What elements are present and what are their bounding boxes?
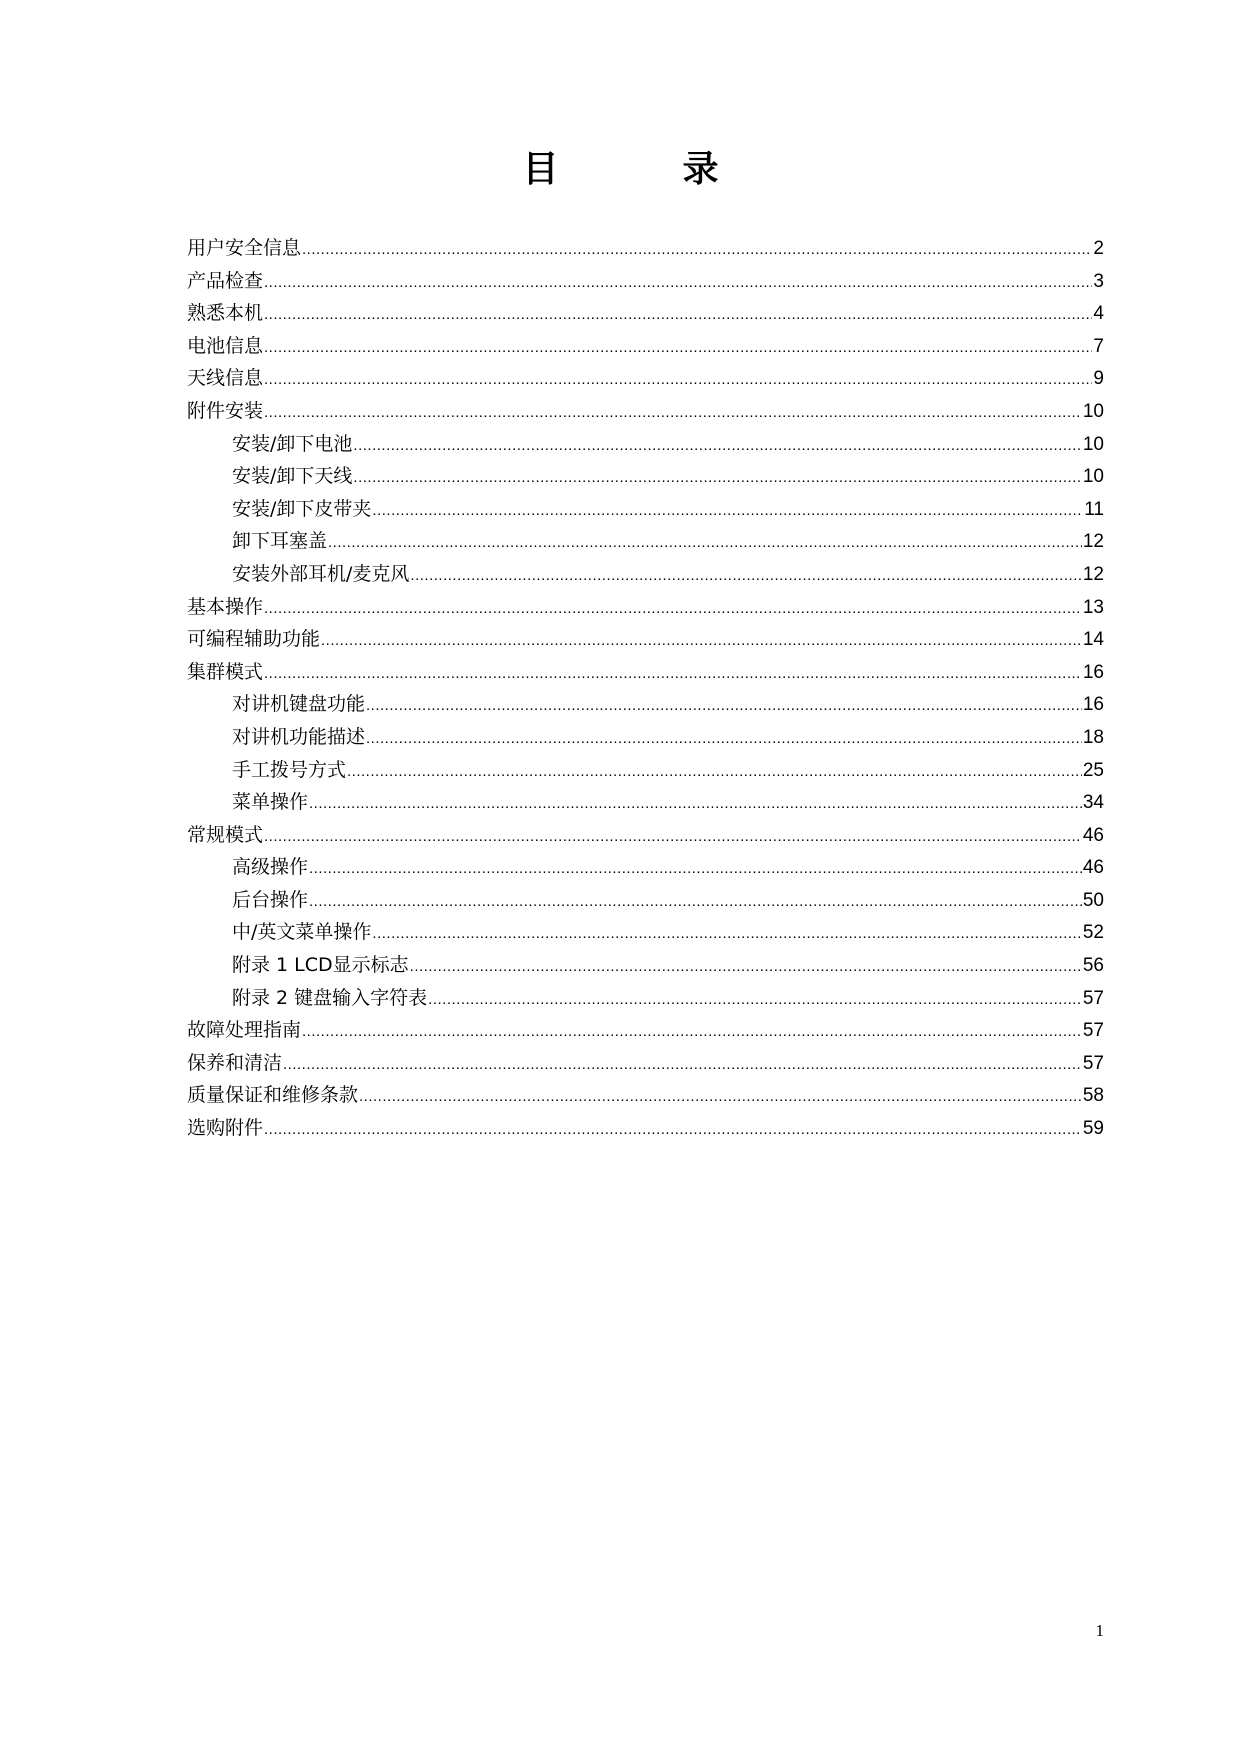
toc-entry-page: 34 [1082,792,1104,814]
toc-dot-leader [366,723,1082,756]
toc-entry-label: 安装/卸下天线 [232,465,353,488]
toc-entry-page: 2 [1093,238,1104,259]
toc-entry-page: 3 [1093,270,1104,292]
toc-entry-label: 附录 2 键盘输入字符表 [232,986,428,1009]
toc-entry[interactable] [187,330,1104,363]
toc-dot-leader [353,430,1081,463]
toc-entry-label: 常规模式 [187,823,264,846]
toc-dot-leader [321,625,1082,658]
toc-entry-label: 卸下耳塞盖 [232,530,328,553]
toc-dot-leader [264,821,1082,854]
toc-dot-leader [309,886,1082,919]
toc-entry-page: 11 [1084,498,1104,520]
toc-dot-leader [264,364,1092,397]
toc-entry-page: 16 [1082,661,1104,683]
toc-entry-label: 产品检查 [187,269,264,292]
toc-dot-leader [353,462,1081,495]
toc-dot-leader [264,267,1092,300]
toc-entry-label: 中/英文菜单操作 [232,921,372,944]
toc-entry[interactable] [187,1079,1104,1112]
toc-entry[interactable] [187,688,1104,721]
toc-entry[interactable] [187,754,1104,787]
toc-entry[interactable] [187,1047,1104,1080]
toc-entry-label: 安装/卸下皮带夹 [232,497,372,520]
toc-dot-leader [302,1016,1082,1049]
toc-dot-leader [410,951,1082,984]
toc-entry-label: 选购附件 [187,1117,264,1140]
toc-dot-leader [366,690,1082,723]
toc-dot-leader [410,560,1081,593]
toc-entry-label: 附件安装 [187,399,264,422]
toc-dot-leader [264,299,1092,332]
toc-entry[interactable] [187,428,1104,461]
toc-dot-leader [264,658,1082,691]
toc-entry-page: 10 [1082,466,1104,488]
toc-entry[interactable] [187,525,1104,558]
toc-entry-page: 57 [1082,1020,1104,1042]
toc-dot-leader [309,853,1082,886]
toc-entry-page: 46 [1082,857,1104,879]
toc-entry-label: 故障处理指南 [187,1019,302,1042]
toc-entry-label: 安装/卸下电池 [232,432,353,455]
toc-entry-label: 保养和清洁 [187,1051,283,1074]
toc-entry-page: 56 [1082,955,1104,977]
toc-entry-page: 10 [1082,433,1104,455]
toc-entry-label: 天线信息 [187,367,264,390]
toc-entry-page: 12 [1082,531,1104,553]
table-of-contents [187,232,1104,1145]
toc-entry-page: 57 [1082,1052,1104,1074]
toc-entry-page: 58 [1082,1085,1104,1107]
toc-dot-leader [309,788,1082,821]
toc-entry[interactable] [187,297,1104,330]
toc-entry-label: 附录 1 LCD显示标志 [232,954,409,977]
toc-entry-label: 质量保证和维修条款 [187,1084,359,1107]
toc-dot-leader [264,397,1082,430]
toc-entry-page: 4 [1093,303,1104,325]
toc-entry[interactable] [187,949,1104,982]
toc-entry-label: 用户安全信息 [187,237,302,259]
toc-entry[interactable] [187,460,1104,493]
toc-entry-page: 10 [1082,400,1104,422]
toc-entry-label: 高级操作 [232,856,309,879]
toc-entry-label: 菜单操作 [232,791,309,814]
toc-entry-page: 14 [1082,629,1104,651]
toc-dot-leader [328,527,1082,560]
toc-entry-label: 熟悉本机 [187,302,264,325]
toc-entry[interactable] [187,851,1104,884]
toc-entry-page: 18 [1082,726,1104,748]
toc-entry-page: 25 [1082,759,1104,781]
toc-entry[interactable] [187,1112,1104,1145]
toc-entry[interactable] [187,558,1104,591]
toc-dot-leader [302,234,1092,267]
toc-dot-leader [359,1081,1082,1114]
toc-dot-leader [264,593,1082,626]
toc-entry-label: 可编程辅助功能 [187,628,321,651]
toc-entry[interactable] [187,884,1104,917]
toc-entry[interactable] [187,656,1104,689]
toc-entry-page: 46 [1082,824,1104,846]
toc-entry-label: 对讲机键盘功能 [232,693,366,716]
toc-entry[interactable] [187,721,1104,754]
toc-dot-leader [283,1049,1082,1082]
toc-entry[interactable] [187,819,1104,852]
toc-entry[interactable] [187,232,1104,265]
toc-entry-label: 对讲机功能描述 [232,725,366,748]
toc-dot-leader [372,918,1081,951]
toc-entry-page: 12 [1082,563,1104,585]
toc-entry[interactable] [187,1014,1104,1047]
toc-entry[interactable] [187,982,1104,1015]
page-number: 1 [1095,1621,1104,1640]
toc-dot-leader [264,332,1092,365]
toc-entry[interactable] [187,591,1104,624]
toc-dot-leader [372,495,1083,528]
toc-entry-page: 7 [1093,335,1104,357]
toc-entry-page: 13 [1082,596,1104,618]
toc-entry-label: 手工拨号方式 [232,758,347,781]
toc-dot-leader [264,1114,1082,1147]
toc-entry-page: 9 [1093,368,1104,390]
toc-entry[interactable] [187,916,1104,949]
toc-entry-page: 50 [1082,889,1104,911]
toc-entry-page: 59 [1082,1118,1104,1140]
toc-entry-label: 后台操作 [232,888,309,911]
toc-entry-label: 集群模式 [187,660,264,683]
toc-entry-label: 电池信息 [187,334,264,357]
toc-entry[interactable] [187,362,1104,395]
toc-entry-page: 57 [1082,987,1104,1009]
toc-dot-leader [428,984,1082,1017]
toc-entry-label: 安装外部耳机/麦克风 [232,562,410,585]
toc-dot-leader [347,756,1082,789]
toc-entry[interactable] [187,395,1104,428]
toc-entry[interactable] [187,786,1104,819]
toc-entry-label: 基本操作 [187,595,264,618]
toc-entry-page: 52 [1082,922,1104,944]
page-title: 目 录 [522,149,763,190]
toc-entry[interactable] [187,493,1104,526]
toc-entry[interactable] [187,265,1104,298]
toc-entry-page: 16 [1082,694,1104,716]
toc-entry[interactable] [187,623,1104,656]
